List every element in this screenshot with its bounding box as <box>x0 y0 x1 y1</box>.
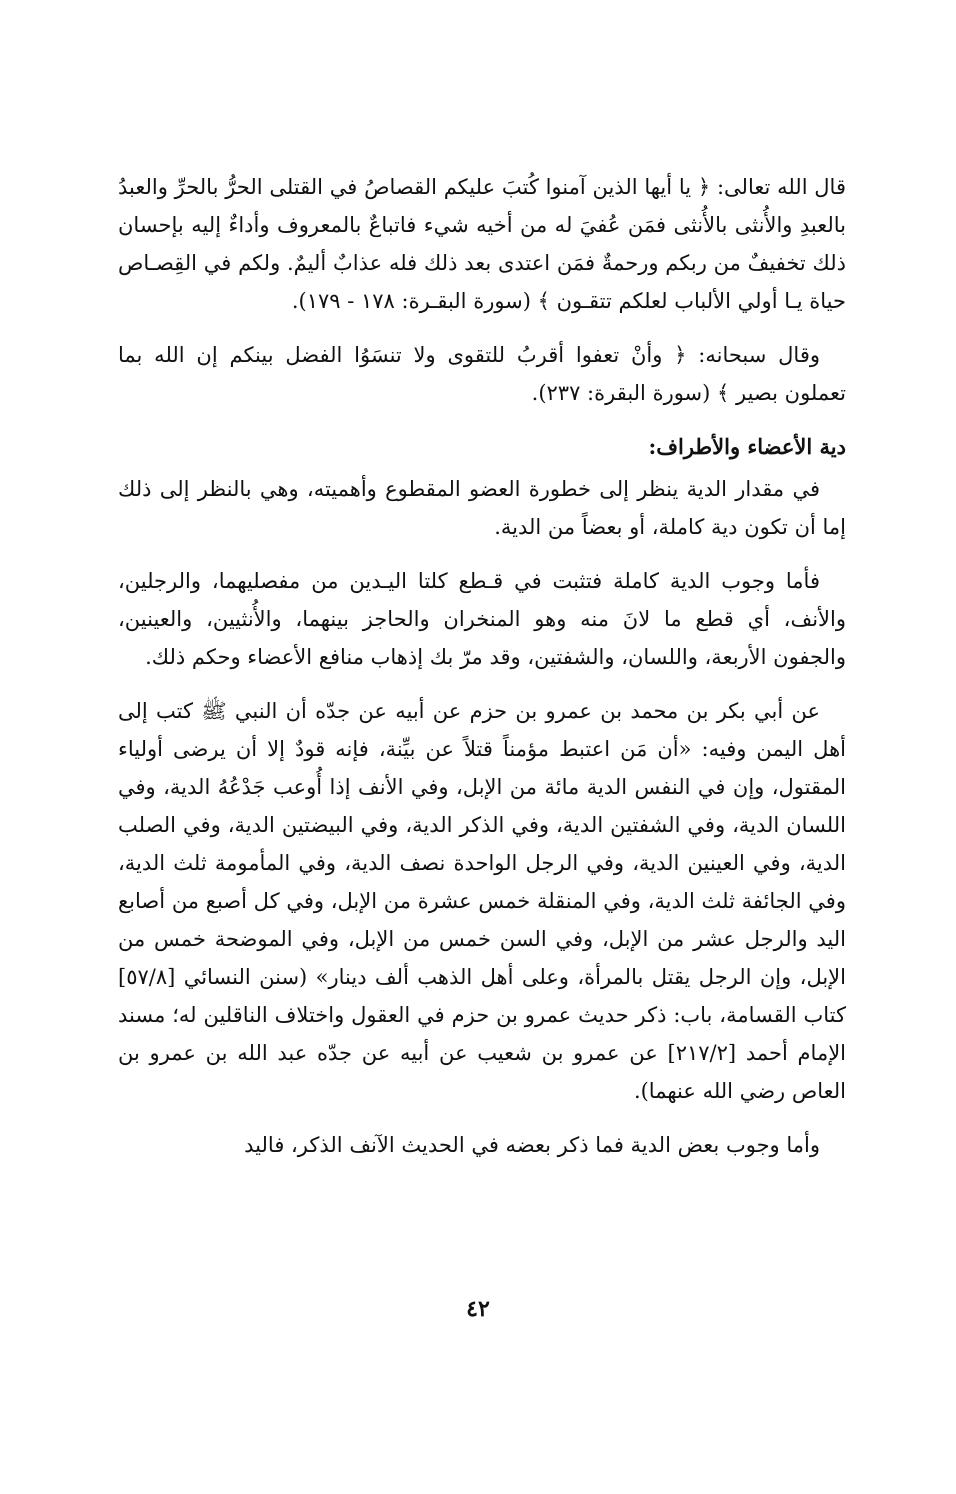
paragraph-full-diya: فأما وجوب الدية كاملة فتثبت في قـطع كلتا اليـدين من مفصليهما، والرجلين، والأنف، أي قطع ما لانَ منه وهو المنخران والحاجز بينهما، والأُنثيين، والعينين، والجفون الأربعة، واللسان، والشفتين، وقد مرّ بك إذهاب منافع الأعضاء وحكم ذلك. <box>118 569 846 669</box>
page-body <box>118 168 846 1180</box>
paragraph-diya-amount: في مقدار الدية ينظر إلى خطورة العضو المقطوع وأهميته، وهي بالنظر إلى ذلك إما أن تكون دية كاملة، أو بعضاً من الدية. <box>118 477 846 539</box>
page-number: ٤٢ <box>466 1296 490 1322</box>
paragraph-hadith: عن أبي بكر بن محمد بن عمرو بن حزم عن أبيه عن جدّه أن النبي ﷺ كتب إلى أهل اليمن وفيه: «أن مَن اعتبط مؤمناً قتلاً عن بيِّنة، فإنه قودٌ إلا أن يرضى أولياء المقتول، وإن في النفس الدية مائة من الإبل، وفي الأنف إذا أُوعب جَدْعُهُ الدية، وفي اللسان الدية، وفي الشفتين الدية، وفي الذكر الدية، وفي البيضتين الدية، وفي الصلب الدية، وفي العينين الدية، وفي الرجل الواحدة نصف الدية، وفي المأمومة ثلث الدية، وفي الجائفة ثلث الدية، وفي المنقلة خمس عشرة من الإبل، وفي كل أصبع من أصابع اليد والرجل عشر من الإبل، وفي السن خمس من الإبل، وفي الموضحة خمس من الإبل، وإن الرجل يقتل بالمرأة، وعلى أهل الذهب ألف دينار» (سنن النسائي [٥٧/٨] كتاب القسامة، باب: ذكر حديث عمرو بن حزم في العقول واختلاف الناقلين له؛ مسند الإمام أحمد [٢١٧/٢] عن عمرو بن شعيب عن أبيه عن جدّه عبد الله بن عمرو بن العاص رضي الله عنهما). <box>118 699 846 1103</box>
paragraph-quran-verse-forgiveness: وقال سبحانه: ﴿ وأنْ تعفوا أقربُ للتقوى ولا تنسَوُا الفضل بينكم إن الله بما تعملون بصير ﴾ (سورة البقرة: ٢٣٧). <box>118 343 846 405</box>
section-heading: دية الأعضاء والأطراف: <box>648 434 846 459</box>
paragraph-partial-diya: وأما وجوب بعض الدية فما ذكر بعضه في الحديث الآنف الذكر، فاليد <box>244 1133 820 1157</box>
paragraph-quran-verse-qisas: قال الله تعالى: ﴿ يا أيها الذين آمنوا كُتبَ عليكم القصاصُ في القتلى الحرُّ بالحرِّ والعبدُ بالعبدِ والأُنثى بالأُنثى فمَن عُفيَ له من أخيه شيء فاتباعٌ بالمعروف وأداءٌ إليه بإحسان ذلك تخفيفٌ من ربكم ورحمةٌ فمَن اعتدى بعد ذلك فله عذابٌ أليمٌ. ولكم في القِصـاص حياة يـا أولي الألباب لعلكم تتقـون ﴾ (سورة البقـرة: ١٧٨ - ١٧٩). <box>118 175 846 313</box>
